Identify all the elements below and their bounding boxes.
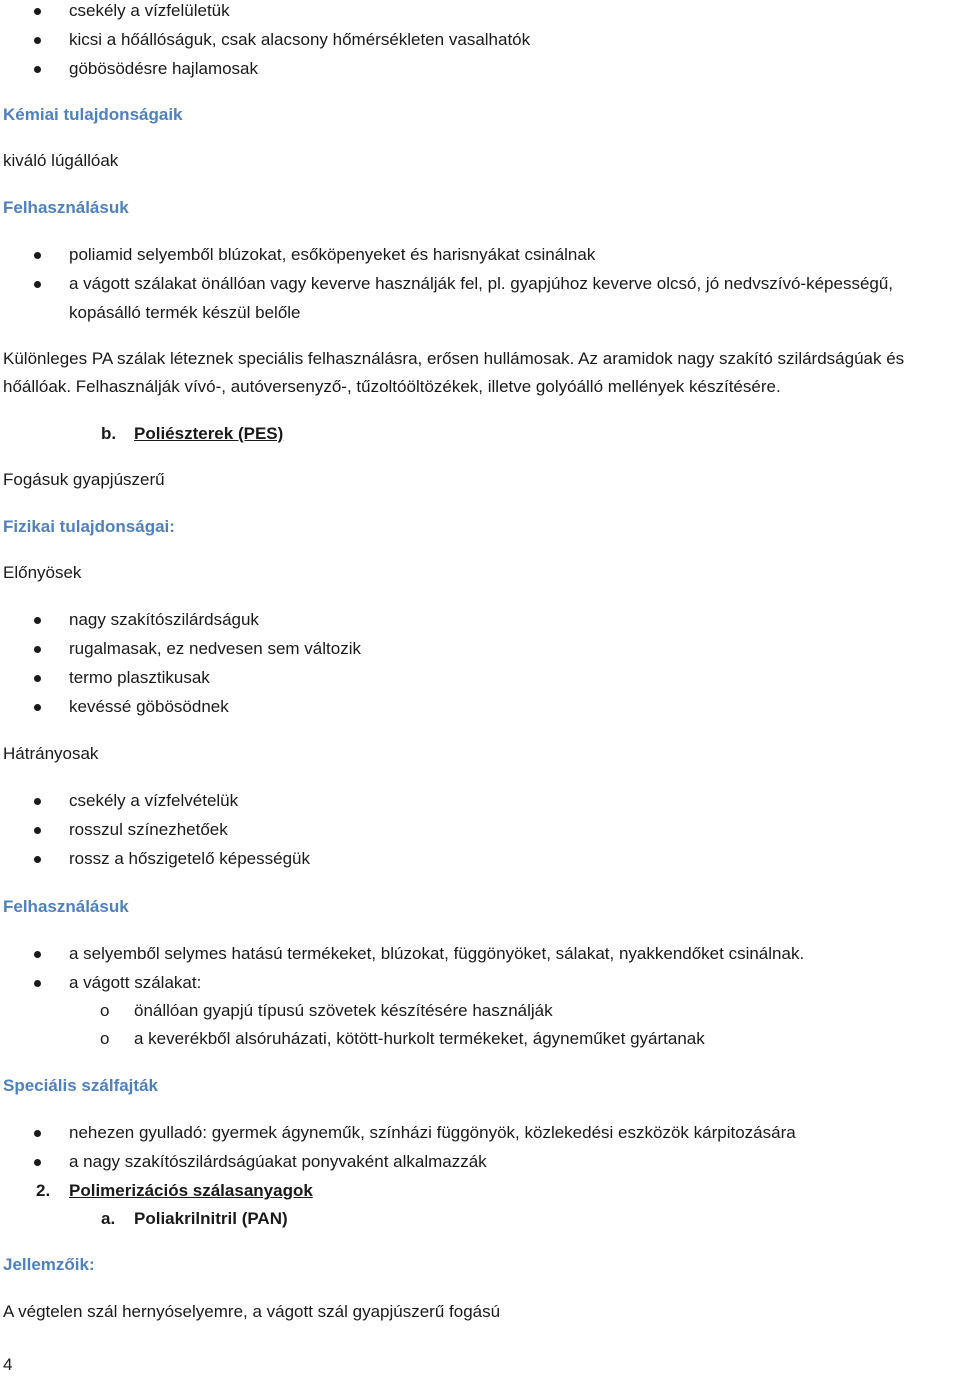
sub-bullet-icon: o bbox=[100, 1029, 110, 1048]
page-number: 4 bbox=[3, 1355, 13, 1374]
document-page: csekély a vízfelületük kicsi a hőállóságuk, csak alacsony hőmérsékleten vasalhatók göbösödésre hajlamosak Kémiai tulajdonságaik kiváló lúgállóak Felhasználásuk poliamid selyemből blúzokat, esőköpenyeket és harisnyákat csinálnak a vágott szálakat önállóan vagy keverve használják fel, pl. gyapjúhoz keverve olcsó, jó nedvszívó-képességű, kopásálló termék készül belőle Különleges PA szálak léteznek speciális felhasználásra, erősen hullámosak. Az aramidok nagy szakító szilárdságúak és hőállóak. Felhasználják vívó-, autóversenyző-, tűzoltóöltözékek, illetve golyóálló mellények készítésére. b. Poliészterek (PES) Fogásuk gyapjúszerű Fizikai tulajdonságai: Előnyösek nagy szakítószilárdságuk rugalmasak, ez nedvesen sem változik termo plasztikusak kevéssé göbösödnek Hátrányosak csekély a vízfelvételük rosszul színezhetőek rossz a hőszigetelő képességük Felhasználásuk a selyemből selymes hatású termékeket, blúzokat, függönyöket, sálakat, nyakkendőket csinálnak. a vágott szálakat: o önállóan gyapjú típusú szövetek készítésére használják o a keverékből alsóruházati, kötött-hurkolt termékeket, ágyneműket gyártanak Speciális szálfajták nehezen gyulladó: gyermek ágyneműk, színházi függönyök, közlekedési eszközök kárpitozására a nagy szakítószilárdságúakat ponyvaként alkalmazzák 2. Polimerizációs szálasanyagok a. Poliakrilnitril (PAN) Jellemzőik: A végtelen szál hernyóselyemre, a vágott szál gyapjúszerű fogású 4 bbox=[0, 0, 960, 1373]
bullet-icon bbox=[34, 798, 41, 805]
physical-heading: Fizikai tulajdonságai: bbox=[3, 517, 175, 536]
features-text: A végtelen szál hernyóselyemre, a vágott szál gyapjúszerű fogású bbox=[3, 1302, 501, 1321]
list-item-continuation: kopásálló termék készül belőle bbox=[69, 303, 301, 322]
chemical-heading: Kémiai tulajdonságaik bbox=[3, 105, 183, 124]
bullet-icon bbox=[34, 646, 41, 653]
special-pa-paragraph-line: hőállóak. Felhasználják vívó-, autóversenyző-, tűzoltóöltözékek, illetve golyóálló mellények készítésére. bbox=[3, 377, 781, 396]
bullet-icon bbox=[34, 617, 41, 624]
section-number: 2. bbox=[36, 1181, 51, 1200]
section-title: Poliészterek (PES) bbox=[134, 424, 284, 443]
bullet-icon bbox=[34, 37, 41, 44]
chemical-text: kiváló lúgállóak bbox=[3, 151, 119, 170]
bullet-icon bbox=[34, 704, 41, 711]
section-marker: b. bbox=[101, 424, 117, 443]
bullet-icon bbox=[34, 675, 41, 682]
bullet-icon bbox=[34, 252, 41, 259]
special-pa-paragraph-line: Különleges PA szálak léteznek speciális felhasználásra, erősen hullámosak. Az aramidok nagy szakító szilárdságúak és bbox=[3, 349, 905, 368]
special-heading: Speciális szálfajták bbox=[3, 1076, 158, 1095]
bullet-icon bbox=[34, 1159, 41, 1166]
bullet-icon bbox=[34, 1130, 41, 1137]
bullet-icon bbox=[34, 856, 41, 863]
bullet-icon bbox=[34, 827, 41, 834]
bullet-icon bbox=[34, 8, 41, 15]
bullet-icon bbox=[34, 951, 41, 958]
section-title: Polimerizációs szálasanyagok bbox=[69, 1181, 313, 1200]
bullet-icon bbox=[34, 66, 41, 73]
subsection-title: Poliakrilnitril (PAN) bbox=[134, 1209, 288, 1228]
usage-heading: Felhasználásuk bbox=[3, 198, 129, 217]
sub-bullet-icon: o bbox=[100, 1001, 110, 1020]
disadvantages-label: Hátrányosak bbox=[3, 744, 99, 763]
bullet-icon bbox=[34, 281, 41, 288]
handle-text: Fogásuk gyapjúszerű bbox=[3, 470, 165, 489]
subsection-marker: a. bbox=[101, 1209, 116, 1228]
bullet-icon bbox=[34, 980, 41, 987]
advantages-label: Előnyösek bbox=[3, 563, 82, 582]
features-heading: Jellemzőik: bbox=[3, 1255, 95, 1274]
usage-heading: Felhasználásuk bbox=[3, 897, 129, 916]
